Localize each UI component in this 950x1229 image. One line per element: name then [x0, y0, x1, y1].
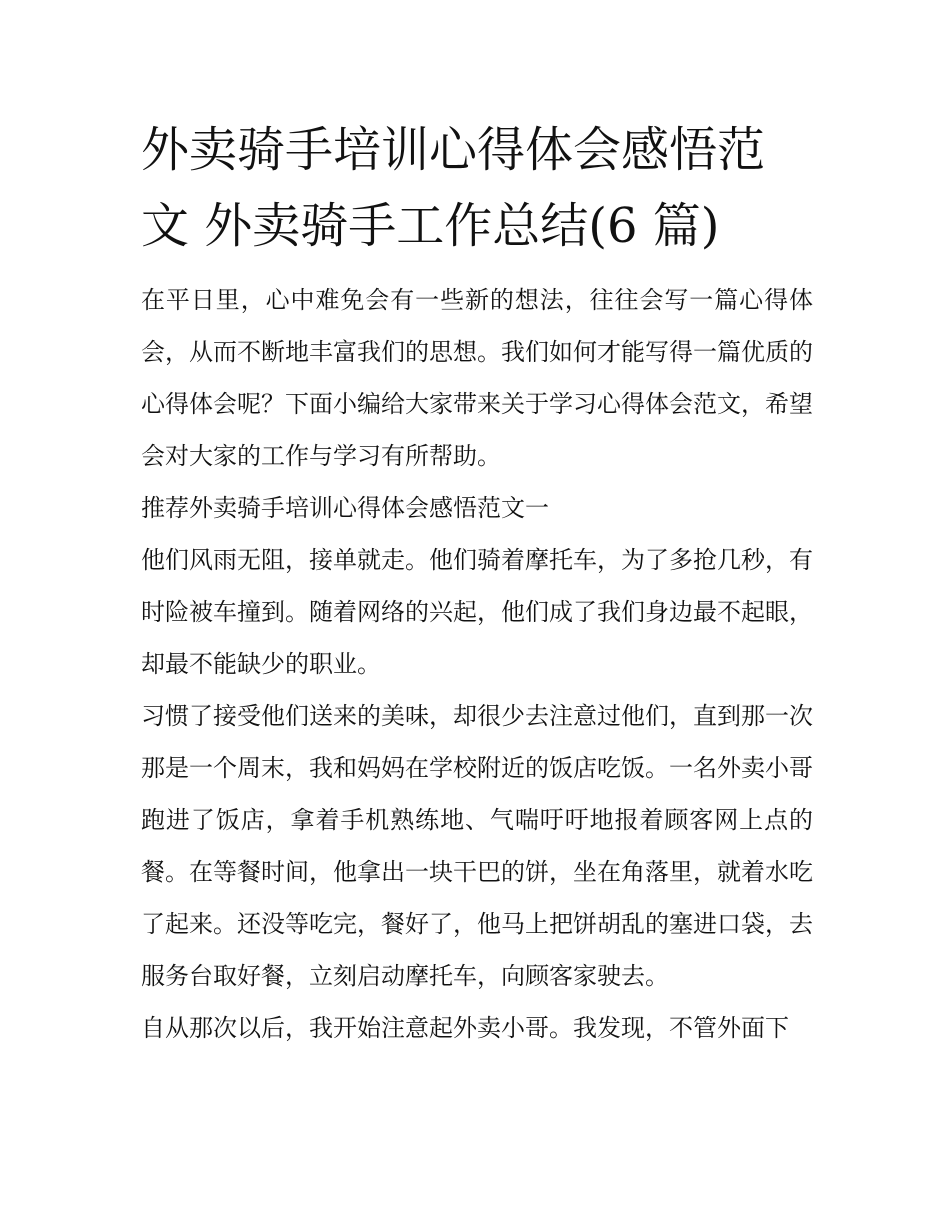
body-paragraph: 他们风雨无阻，接单就走。他们骑着摩托车，为了多抢几秒，有时险被车撞到。随着网络的兴起，他们成了我们身边最不起眼，却最不能缺少的职业。	[141, 546, 813, 678]
title-line-1: 外卖骑手培训心得体会感悟范	[141, 122, 766, 178]
body-paragraph: 自从那次以后，我开始注意起外卖小哥。我发现，不管外面下	[141, 1014, 789, 1042]
title-line-2: 文 外卖骑手工作总结(6 篇)	[141, 198, 720, 254]
document-page	[141, 112, 813, 1054]
section-heading: 推荐外卖骑手培训心得体会感悟范文一	[141, 494, 549, 522]
body-paragraph: 习惯了接受他们送来的美味，却很少去注意过他们，直到那一次	[141, 702, 813, 730]
body-paragraph: 那是一个周末，我和妈妈在学校附近的饭店吃饭。一名外卖小哥跑进了饭店，拿着手机熟练地、气喘吁吁地报着顾客网上点的餐。在等餐时间，他拿出一块干巴的饼，坐在角落里，就着水吃了起来。还没等吃完，餐好了，他马上把饼胡乱的塞进口袋，去服务台取好餐，立刻启动摩托车，向顾客家驶去。	[141, 754, 813, 990]
document-title	[141, 112, 813, 264]
intro-paragraph: 在平日里，心中难免会有一些新的想法，往往会写一篇心得体会，从而不断地丰富我们的思想。我们如何才能写得一篇优质的心得体会呢？下面小编给大家带来关于学习心得体会范文，希望会对大家的工作与学习有所帮助。	[141, 286, 813, 470]
